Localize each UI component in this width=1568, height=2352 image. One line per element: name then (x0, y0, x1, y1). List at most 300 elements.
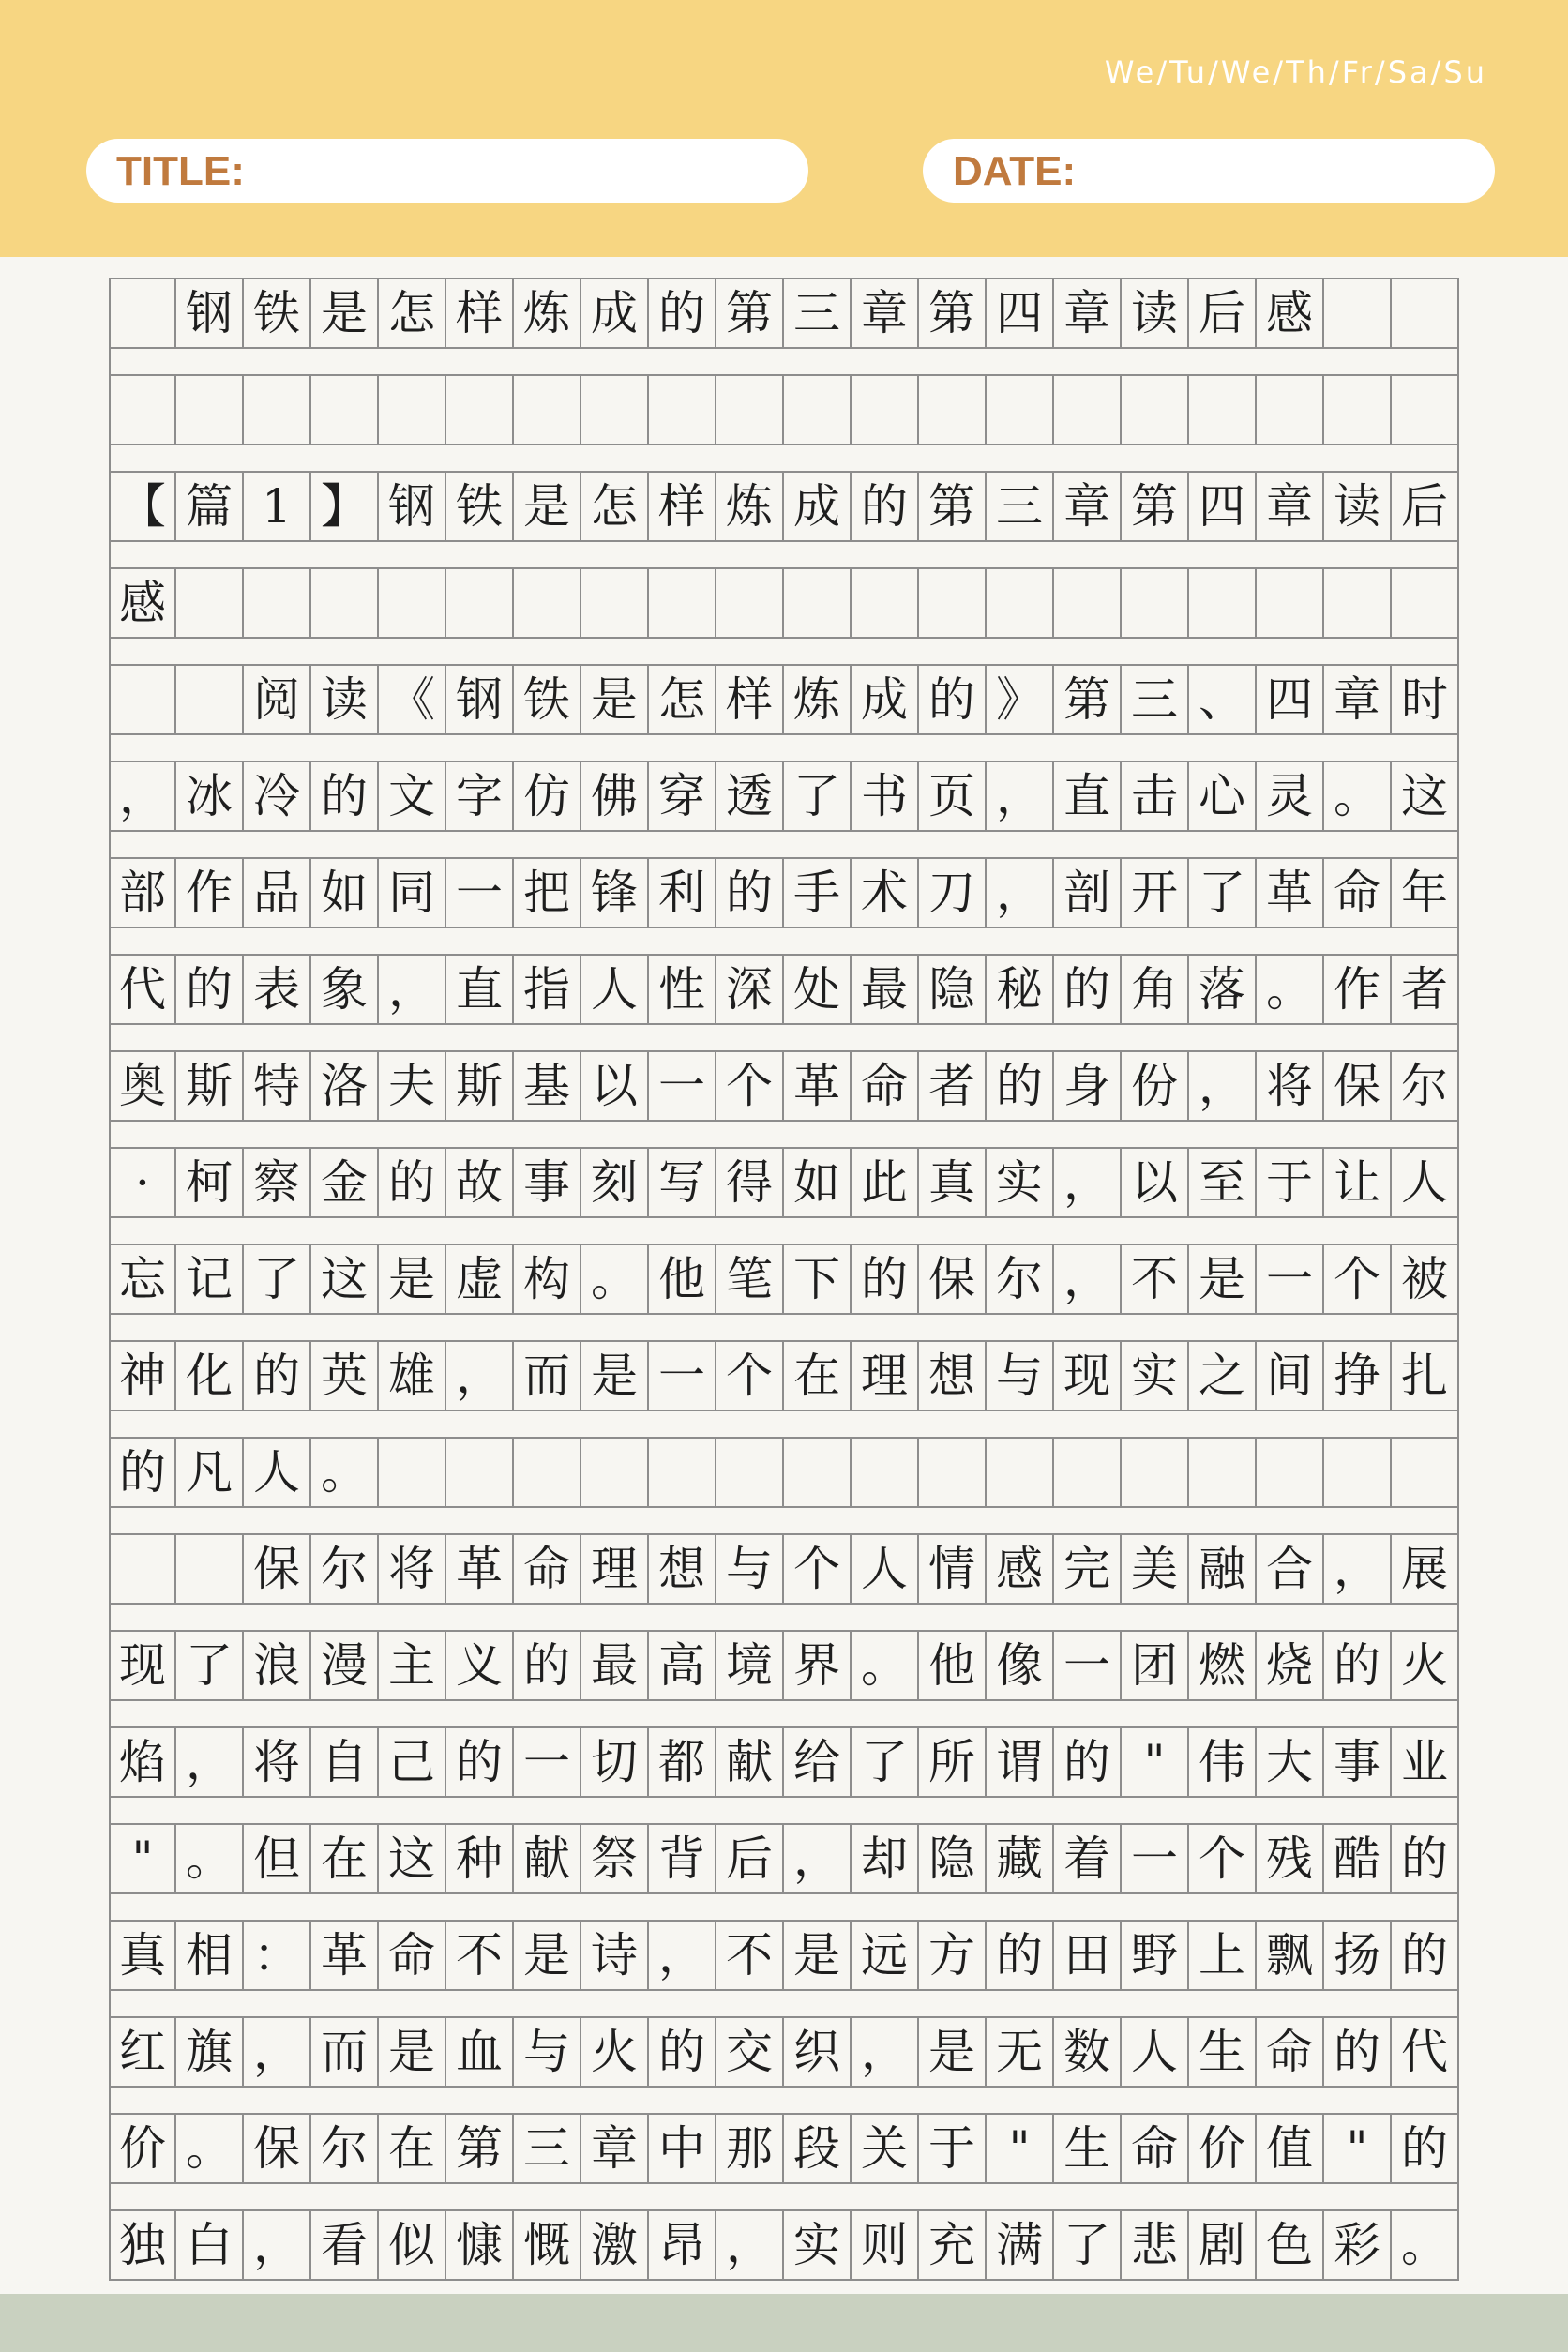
grid-cell (1054, 374, 1122, 445)
grid-cell: 感 (1257, 278, 1324, 349)
grid-cell: 的 (1392, 1920, 1459, 1991)
grid-cell (1054, 1437, 1122, 1508)
grid-cell: 忘 (109, 1244, 176, 1315)
grid-cell: 三 (987, 471, 1054, 542)
grid-cell: 是 (514, 471, 581, 542)
grid-cell: 他 (919, 1630, 987, 1701)
grid-cell: 悲 (1122, 2209, 1189, 2281)
grid-cell: 的 (852, 471, 919, 542)
grid-cell: 三 (1122, 664, 1189, 735)
grid-cell (514, 374, 581, 445)
grid-cell: 段 (784, 2113, 852, 2184)
grid-cell (311, 374, 379, 445)
grid-cell: 火 (1392, 1630, 1459, 1701)
grid-cell: 红 (109, 2016, 176, 2088)
grid-cell (244, 567, 311, 639)
grid-cell: 四 (1189, 471, 1257, 542)
grid-cell: 之 (1189, 1340, 1257, 1411)
grid-cell: ， (987, 857, 1054, 928)
grid-cell: 献 (514, 1823, 581, 1894)
grid-cell: 的 (1392, 1823, 1459, 1894)
grid-cell: 生 (1189, 2016, 1257, 2088)
grid-cell (919, 567, 987, 639)
row-spacer (109, 2184, 1459, 2209)
grid-cell: 的 (446, 1726, 514, 1798)
grid-cell: 1 (244, 471, 311, 542)
grid-cell: 三 (784, 278, 852, 349)
grid-cell: 想 (919, 1340, 987, 1411)
grid-cell: 读 (1122, 278, 1189, 349)
grid-cell: 的 (649, 2016, 716, 2088)
grid-cell: 铁 (244, 278, 311, 349)
grid-cell: ， (244, 2209, 311, 2281)
grid-cell (581, 567, 649, 639)
row-spacer (109, 542, 1459, 567)
grid-cell (1189, 567, 1257, 639)
grid-cell: 了 (176, 1630, 244, 1701)
grid-cell: 铁 (514, 664, 581, 735)
grid-cell: 英 (311, 1340, 379, 1411)
grid-cell: 上 (1189, 1920, 1257, 1991)
grid-cell: 隐 (919, 954, 987, 1025)
grid-cell (514, 567, 581, 639)
row-spacer (109, 639, 1459, 664)
row-spacer (109, 832, 1459, 857)
grid-cell (109, 278, 176, 349)
grid-cell: 的 (311, 761, 379, 832)
grid-cell: 与 (987, 1340, 1054, 1411)
grid-cell (716, 567, 784, 639)
grid-cell: 展 (1392, 1533, 1459, 1605)
grid-cell: 人 (1392, 1147, 1459, 1218)
grid-cell: 将 (1257, 1050, 1324, 1122)
grid-cell (852, 567, 919, 639)
grid-cell: 己 (379, 1726, 446, 1798)
grid-cell: 现 (109, 1630, 176, 1701)
grid-cell: 挣 (1324, 1340, 1392, 1411)
grid-cell: 所 (919, 1726, 987, 1798)
grid-cell: 是 (311, 278, 379, 349)
grid-cell (1257, 374, 1324, 445)
grid-cell (379, 1437, 446, 1508)
grid-cell: 却 (852, 1823, 919, 1894)
grid-cell: 不 (716, 1920, 784, 1991)
grid-cell: ， (852, 2016, 919, 2088)
grid-cell: 这 (1392, 761, 1459, 832)
grid-cell: ， (1054, 1147, 1122, 1218)
grid-cell: 火 (581, 2016, 649, 2088)
grid-cell: 部 (109, 857, 176, 928)
writing-grid (109, 278, 1459, 2276)
grid-cell: ， (1189, 1050, 1257, 1122)
date-field[interactable] (923, 139, 1495, 203)
grid-cell: 独 (109, 2209, 176, 2281)
grid-cell: 是 (581, 664, 649, 735)
grid-cell: 价 (1189, 2113, 1257, 2184)
grid-cell (649, 567, 716, 639)
grid-cell: 感 (987, 1533, 1054, 1605)
row-spacer (109, 1894, 1459, 1920)
grid-cell: 页 (919, 761, 987, 832)
grid-cell: 最 (581, 1630, 649, 1701)
grid-cell: 是 (379, 1244, 446, 1315)
grid-cell: 个 (716, 1340, 784, 1411)
grid-cell: 章 (1054, 278, 1122, 349)
header-band (0, 0, 1568, 257)
grid-cell: 无 (987, 2016, 1054, 2088)
grid-cell: ， (1324, 1533, 1392, 1605)
grid-cell: 大 (1257, 1726, 1324, 1798)
grid-cell: 】 (311, 471, 379, 542)
grid-cell: 白 (176, 2209, 244, 2281)
grid-cell: 。 (581, 1244, 649, 1315)
grid-cell: 斯 (446, 1050, 514, 1122)
grid-cell: 品 (244, 857, 311, 928)
grid-cell: 角 (1122, 954, 1189, 1025)
grid-cell: 烧 (1257, 1630, 1324, 1701)
grid-cell: 开 (1122, 857, 1189, 928)
grid-cell: 冷 (244, 761, 311, 832)
title-field[interactable] (86, 139, 808, 203)
grid-cell: 落 (1189, 954, 1257, 1025)
grid-cell: 境 (716, 1630, 784, 1701)
grid-cell: 至 (1189, 1147, 1257, 1218)
grid-cell: 如 (311, 857, 379, 928)
grid-cell: 命 (852, 1050, 919, 1122)
grid-cell: 的 (987, 1050, 1054, 1122)
grid-cell: ， (379, 954, 446, 1025)
grid-cell: 作 (1324, 954, 1392, 1025)
grid-cell: ， (1054, 1244, 1122, 1315)
grid-cell (1122, 567, 1189, 639)
grid-cell (581, 374, 649, 445)
grid-cell: 击 (1122, 761, 1189, 832)
grid-cell: 情 (919, 1533, 987, 1605)
grid-cell (446, 567, 514, 639)
grid-cell: 凡 (176, 1437, 244, 1508)
grid-cell (1324, 278, 1392, 349)
grid-cell: 的 (244, 1340, 311, 1411)
grid-cell: 人 (581, 954, 649, 1025)
grid-cell: 相 (176, 1920, 244, 1991)
grid-cell: 的 (649, 278, 716, 349)
date-label: DATE: (953, 148, 1077, 194)
grid-cell: 事 (514, 1147, 581, 1218)
grid-cell: 钢 (446, 664, 514, 735)
grid-cell: 扬 (1324, 1920, 1392, 1991)
grid-cell: 最 (852, 954, 919, 1025)
grid-cell: 远 (852, 1920, 919, 1991)
grid-cell: 在 (784, 1340, 852, 1411)
grid-cell: 章 (1257, 471, 1324, 542)
grid-cell: 充 (919, 2209, 987, 2281)
grid-cell: 激 (581, 2209, 649, 2281)
grid-cell: 文 (379, 761, 446, 832)
grid-cell: 年 (1392, 857, 1459, 928)
grid-cell: 祭 (581, 1823, 649, 1894)
grid-cell: ， (784, 1823, 852, 1894)
grid-cell: 真 (919, 1147, 987, 1218)
grid-cell: 如 (784, 1147, 852, 1218)
grid-cell: 尔 (311, 1533, 379, 1605)
grid-cell: 与 (716, 1533, 784, 1605)
grid-cell: 飘 (1257, 1920, 1324, 1991)
grid-cell: 字 (446, 761, 514, 832)
grid-cell (1392, 278, 1459, 349)
grid-cell: 生 (1054, 2113, 1122, 2184)
grid-cell: 身 (1054, 1050, 1122, 1122)
grid-cell (446, 374, 514, 445)
grid-cell: 理 (852, 1340, 919, 1411)
grid-cell: 交 (716, 2016, 784, 2088)
row-spacer (109, 1701, 1459, 1726)
grid-cell: 剖 (1054, 857, 1122, 928)
grid-cell: 田 (1054, 1920, 1122, 1991)
grid-cell: 样 (716, 664, 784, 735)
grid-cell: 柯 (176, 1147, 244, 1218)
grid-cell: ： (244, 1920, 311, 1991)
grid-cell: 背 (649, 1823, 716, 1894)
grid-cell (176, 567, 244, 639)
grid-cell: 主 (379, 1630, 446, 1701)
grid-cell: 不 (446, 1920, 514, 1991)
grid-cell: 慨 (514, 2209, 581, 2281)
grid-cell: 章 (1054, 471, 1122, 542)
grid-cell: ， (244, 2016, 311, 2088)
grid-cell: 佛 (581, 761, 649, 832)
grid-cell: 谓 (987, 1726, 1054, 1798)
grid-cell: · (109, 1147, 176, 1218)
grid-cell: 、 (1189, 664, 1257, 735)
grid-cell (987, 374, 1054, 445)
grid-cell: 怎 (379, 278, 446, 349)
grid-cell: 的 (109, 1437, 176, 1508)
grid-cell: 尔 (1392, 1050, 1459, 1122)
grid-cell: 让 (1324, 1147, 1392, 1218)
grid-cell: 读 (311, 664, 379, 735)
grid-cell: 着 (1054, 1823, 1122, 1894)
grid-cell: ， (176, 1726, 244, 1798)
grid-cell: 血 (446, 2016, 514, 2088)
grid-cell: 于 (1257, 1147, 1324, 1218)
grid-cell: 事 (1324, 1726, 1392, 1798)
grid-cell: 表 (244, 954, 311, 1025)
grid-cell: 《 (379, 664, 446, 735)
grid-cell: 成 (784, 471, 852, 542)
grid-cell (987, 1437, 1054, 1508)
grid-cell: 篇 (176, 471, 244, 542)
grid-cell (784, 374, 852, 445)
grid-cell: 神 (109, 1340, 176, 1411)
grid-cell: 真 (109, 1920, 176, 1991)
grid-cell: 第 (716, 278, 784, 349)
grid-cell: 彩 (1324, 2209, 1392, 2281)
row-spacer (109, 1122, 1459, 1147)
grid-cell: 则 (852, 2209, 919, 2281)
grid-cell: 同 (379, 857, 446, 928)
grid-cell: 怎 (581, 471, 649, 542)
grid-cell: 刻 (581, 1147, 649, 1218)
grid-cell: 的 (1324, 2016, 1392, 2088)
grid-cell: 是 (784, 1920, 852, 1991)
row-spacer (109, 928, 1459, 954)
grid-cell: 得 (716, 1147, 784, 1218)
weekday-selector[interactable]: We/Tu/We/Th/Fr/Sa/Su (1104, 54, 1487, 90)
grid-cell: 界 (784, 1630, 852, 1701)
grid-cell: 他 (649, 1244, 716, 1315)
grid-cell: 四 (987, 278, 1054, 349)
grid-cell: 了 (244, 1244, 311, 1315)
grid-cell: 实 (784, 2209, 852, 2281)
grid-cell: 人 (1122, 2016, 1189, 2088)
grid-cell: 故 (446, 1147, 514, 1218)
grid-cell: 阅 (244, 664, 311, 735)
grid-cell: 在 (311, 1823, 379, 1894)
grid-cell: 读 (1324, 471, 1392, 542)
grid-cell: 的 (987, 1920, 1054, 1991)
grid-cell: 高 (649, 1630, 716, 1701)
grid-cell: 剧 (1189, 2209, 1257, 2281)
grid-cell: 书 (852, 761, 919, 832)
grid-cell: 后 (1392, 471, 1459, 542)
grid-cell (1392, 567, 1459, 639)
grid-cell (244, 374, 311, 445)
grid-cell (1324, 374, 1392, 445)
grid-cell: 以 (581, 1050, 649, 1122)
grid-cell: 价 (109, 2113, 176, 2184)
row-spacer (109, 1315, 1459, 1340)
grid-cell: 的 (176, 954, 244, 1025)
grid-cell: 夫 (379, 1050, 446, 1122)
grid-cell: 保 (919, 1244, 987, 1315)
grid-cell: 成 (581, 278, 649, 349)
grid-cell: 样 (649, 471, 716, 542)
grid-cell: 章 (1324, 664, 1392, 735)
grid-cell: 直 (446, 954, 514, 1025)
grid-cell: 残 (1257, 1823, 1324, 1894)
grid-cell: 刀 (919, 857, 987, 928)
grid-cell: 。 (852, 1630, 919, 1701)
grid-cell: 种 (446, 1823, 514, 1894)
grid-cell: 第 (919, 471, 987, 542)
grid-cell: 秘 (987, 954, 1054, 1025)
grid-cell: 实 (987, 1147, 1054, 1218)
grid-cell: 旗 (176, 2016, 244, 2088)
grid-cell: 而 (514, 1340, 581, 1411)
grid-cell: 的 (852, 1244, 919, 1315)
grid-cell: 穿 (649, 761, 716, 832)
grid-cell (1257, 1437, 1324, 1508)
grid-cell: 【 (109, 471, 176, 542)
grid-cell: 雄 (379, 1340, 446, 1411)
row-spacer (109, 1508, 1459, 1533)
grid-cell: ， (446, 1340, 514, 1411)
grid-cell: 中 (649, 2113, 716, 2184)
grid-cell: " (987, 2113, 1054, 2184)
grid-cell: 一 (1054, 1630, 1122, 1701)
grid-cell (1392, 374, 1459, 445)
grid-cell (1189, 374, 1257, 445)
grid-cell: 燃 (1189, 1630, 1257, 1701)
grid-cell: 怎 (649, 664, 716, 735)
grid-cell: 合 (1257, 1533, 1324, 1605)
grid-cell: 值 (1257, 2113, 1324, 2184)
grid-cell: 的 (1392, 2113, 1459, 2184)
grid-cell: 方 (919, 1920, 987, 1991)
grid-cell: 。 (176, 1823, 244, 1894)
grid-cell: 革 (784, 1050, 852, 1122)
grid-cell: 代 (1392, 2016, 1459, 2088)
grid-cell: 漫 (311, 1630, 379, 1701)
grid-cell: 诗 (581, 1920, 649, 1991)
grid-cell: 术 (852, 857, 919, 928)
grid-cell (109, 664, 176, 735)
grid-cell: 而 (311, 2016, 379, 2088)
grid-cell: 性 (649, 954, 716, 1025)
grid-cell (176, 374, 244, 445)
grid-cell: 是 (1189, 1244, 1257, 1315)
grid-cell: 个 (716, 1050, 784, 1122)
grid-cell: 了 (852, 1726, 919, 1798)
grid-cell (1122, 374, 1189, 445)
grid-cell: 个 (784, 1533, 852, 1605)
grid-cell: 第 (1122, 471, 1189, 542)
grid-cell: 三 (514, 2113, 581, 2184)
grid-cell (1189, 1437, 1257, 1508)
grid-cell: 化 (176, 1340, 244, 1411)
grid-cell: 作 (176, 857, 244, 928)
grid-cell: 美 (1122, 1533, 1189, 1605)
grid-cell: 浪 (244, 1630, 311, 1701)
grid-cell (379, 567, 446, 639)
grid-cell: 与 (514, 2016, 581, 2088)
grid-cell: 的 (1324, 1630, 1392, 1701)
grid-cell: 此 (852, 1147, 919, 1218)
grid-cell: 义 (446, 1630, 514, 1701)
grid-cell (581, 1437, 649, 1508)
grid-cell: 直 (1054, 761, 1122, 832)
grid-cell: 命 (379, 1920, 446, 1991)
grid-cell: 扎 (1392, 1340, 1459, 1411)
grid-cell: 一 (649, 1340, 716, 1411)
grid-cell: 都 (649, 1726, 716, 1798)
grid-cell: 的 (1054, 954, 1122, 1025)
grid-cell: 人 (244, 1437, 311, 1508)
grid-cell: 是 (581, 1340, 649, 1411)
grid-cell: 了 (1054, 2209, 1122, 2281)
grid-cell: 第 (1054, 664, 1122, 735)
grid-cell: 份 (1122, 1050, 1189, 1122)
grid-cell: " (109, 1823, 176, 1894)
grid-cell: 看 (311, 2209, 379, 2281)
grid-cell: 似 (379, 2209, 446, 2281)
grid-cell: 保 (244, 2113, 311, 2184)
grid-cell: 命 (514, 1533, 581, 1605)
grid-cell: 一 (649, 1050, 716, 1122)
grid-cell: 钢 (379, 471, 446, 542)
grid-cell: 感 (109, 567, 176, 639)
grid-cell: 的 (716, 857, 784, 928)
grid-cell: 构 (514, 1244, 581, 1315)
grid-cell: 隐 (919, 1823, 987, 1894)
grid-cell: 者 (919, 1050, 987, 1122)
grid-cell: 基 (514, 1050, 581, 1122)
grid-cell: 金 (311, 1147, 379, 1218)
grid-cell: 伟 (1189, 1726, 1257, 1798)
grid-cell: 是 (919, 2016, 987, 2088)
grid-cell: 手 (784, 857, 852, 928)
grid-cell: 实 (1122, 1340, 1189, 1411)
